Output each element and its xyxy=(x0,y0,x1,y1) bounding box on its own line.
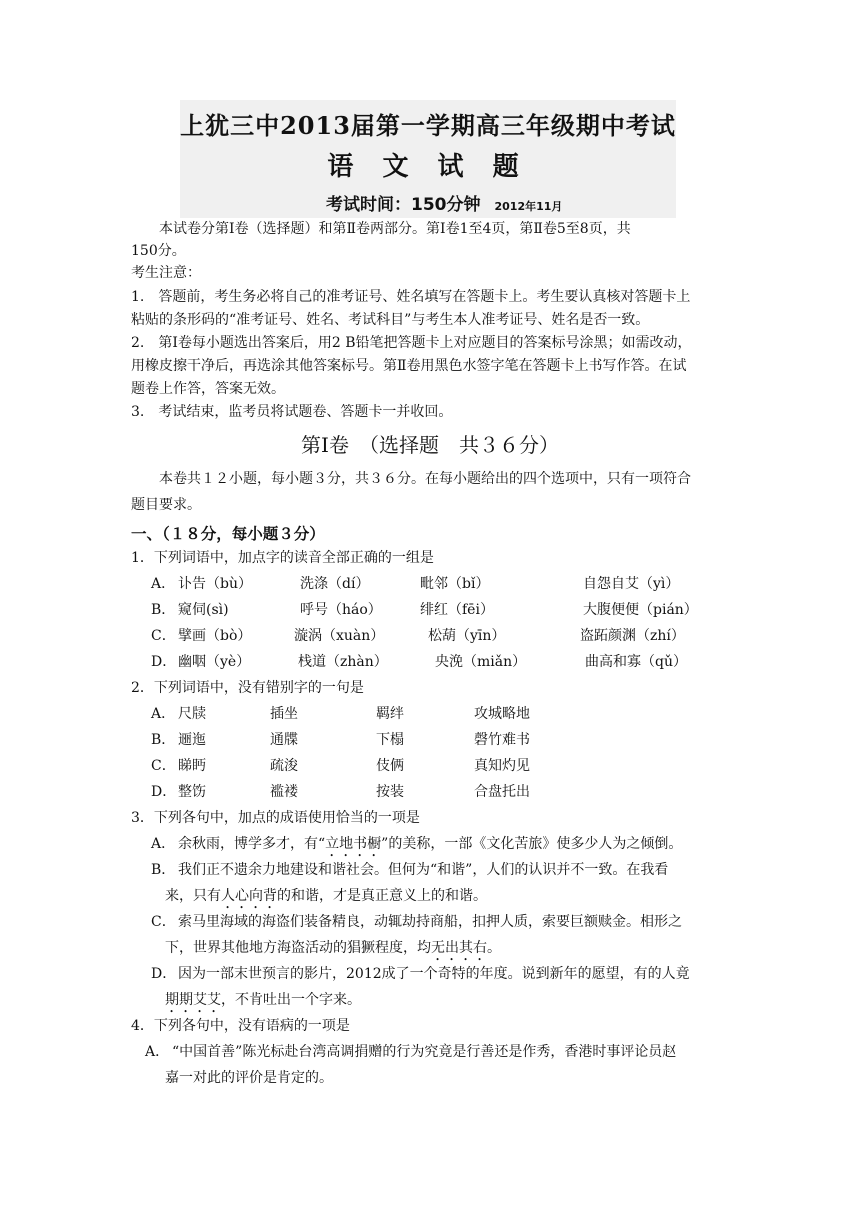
notice-title: 考生注意： xyxy=(131,265,201,281)
q1-c-3: 松葫（yīn） xyxy=(428,628,506,644)
part1-intro-1: 本卷共１２小题，每小题３分，共３６分。在每小题给出的四个选项中，只有一项符合 xyxy=(159,471,691,487)
q2-b-2: 通牒 xyxy=(270,732,298,748)
q1-label-c: C． xyxy=(151,628,176,644)
q2-b-4: 磬竹难书 xyxy=(474,732,530,748)
exam-subtitle: 语 文 试 题 xyxy=(327,152,529,182)
q2-label-d: D． xyxy=(151,784,177,800)
q4-option-a-line1: “中国首善”陈光标赴台湾高调捐赠的行为究竟是行善还是作秀，香港时事评论员赵 xyxy=(172,1044,677,1060)
dotted-idiom-d: 期期艾艾 xyxy=(165,992,221,1008)
q3-option-c-line2: 下，世界其他地方海盗活动的猖獗程度，均无出其右。 xyxy=(165,940,501,956)
q2-d-2: 褴褛 xyxy=(270,784,298,800)
q1-label-a: A． xyxy=(151,576,176,592)
q3-label-b: B． xyxy=(151,862,176,878)
q3-label-a: A． xyxy=(151,836,176,852)
section1-title: 一、（１８分，每小题３分） xyxy=(131,524,325,543)
q1-b-2: 呼号（háo） xyxy=(300,602,382,618)
q2-b-1: 逦迤 xyxy=(178,732,206,748)
notice-line-5: 题卷上作答，答案无效。 xyxy=(131,381,285,397)
exam-time-line xyxy=(326,190,562,215)
q4-label-a: A． xyxy=(145,1044,170,1060)
exam-time: 考试时间：150分钟 xyxy=(326,195,481,215)
q2-d-3: 按装 xyxy=(376,784,404,800)
q2-c-1: 睇眄 xyxy=(178,758,206,774)
q1-c-2: 漩涡（xuàn） xyxy=(294,628,385,644)
q2-c-3: 伎俩 xyxy=(376,758,404,774)
q1-b-3: 绯红（fēi） xyxy=(420,602,494,618)
notice-line-3: 2. 第Ⅰ卷每小题选出答案后，用2 B铅笔把答题卡上对应题目的答案标号涂黑；如需改动， xyxy=(131,335,692,351)
q2-label-a: A． xyxy=(151,706,176,722)
q3-option-c-line1: 索马里海域的海盗们装备精良，动辄劫持商船，扣押人质，索要巨额赎金。相形之 xyxy=(178,914,682,930)
q1-b-1: 窥伺(sì) xyxy=(178,602,229,618)
q2-a-3: 羁绊 xyxy=(376,706,404,722)
q3-option-b-line1: 我们正不遗余力地建设和谐社会。但何为“和谐”，人们的认识并不一致。在我看 xyxy=(178,862,669,878)
q2-label-b: B． xyxy=(151,732,176,748)
intro-line-1: 本试卷分第Ⅰ卷（选择题）和第Ⅱ卷两部分。第Ⅰ卷1至4页，第Ⅱ卷5至8页，共 xyxy=(159,221,631,237)
q1-b-4: 大腹便便（pián） xyxy=(583,602,698,618)
q2-d-1: 整饬 xyxy=(178,784,206,800)
dotted-idiom-b: 人心向背 xyxy=(221,888,277,904)
q2-a-1: 尺牍 xyxy=(178,706,206,722)
exam-date: 2012年11月 xyxy=(494,200,563,213)
q1-d-4: 曲高和寡（qǔ） xyxy=(585,654,687,670)
q3-option-d-line2: 期期艾艾，不肯吐出一个字来。 xyxy=(165,992,361,1008)
q3-option-a: 余秋雨，博学多才，有“立地书橱”的美称，一部《文化苦旅》使多少人为之倾倒。 xyxy=(178,836,683,852)
q1-c-1: 擘画（bò） xyxy=(178,628,252,644)
exam-title: 上犹三中2013届第一学期高三年级期中考试 xyxy=(180,111,676,140)
q1-a-2: 洗涤（dí） xyxy=(300,576,370,592)
notice-line-1: 1. 答题前，考生务必将自己的准考证号、姓名填写在答题卡上。考生要认真核对答题卡上 xyxy=(131,289,691,305)
dotted-idiom-a: 立地书橱 xyxy=(325,836,382,852)
notice-line-6: 3. 考试结束，监考员将试题卷、答题卡一并收回。 xyxy=(131,404,453,420)
q1-c-4: 盗跖颜渊（zhí） xyxy=(580,628,685,644)
q1-d-2: 栈道（zhàn） xyxy=(298,654,388,670)
part1-title: 第Ⅰ卷 （选择题 共３６分） xyxy=(301,433,559,457)
q1-label-b: B． xyxy=(151,602,176,618)
q1-label-d: D． xyxy=(151,654,177,670)
part1-intro-2: 题目要求。 xyxy=(131,497,201,513)
q1-stem: 1．下列词语中，加点字的读音全部正确的一组是 xyxy=(131,550,434,566)
q2-b-3: 下榻 xyxy=(376,732,404,748)
q4-option-a-line2: 嘉一对此的评价是肯定的。 xyxy=(165,1070,333,1086)
intro-line-2: 150分。 xyxy=(131,243,186,259)
dotted-idiom-c: 无出其右 xyxy=(431,940,487,956)
q2-label-c: C． xyxy=(151,758,176,774)
q2-stem: 2．下列词语中，没有错别字的一句是 xyxy=(131,680,364,696)
q2-d-4: 合盘托出 xyxy=(474,784,530,800)
q1-a-4: 自怨自艾（yì） xyxy=(583,576,680,592)
q2-a-4: 攻城略地 xyxy=(474,706,530,722)
q4-stem: 4．下列各句中，没有语病的一项是 xyxy=(131,1018,350,1034)
q1-a-3: 毗邻（bǐ） xyxy=(420,576,490,592)
q1-d-1: 幽咽（yè） xyxy=(178,654,251,670)
q2-c-2: 疏浚 xyxy=(270,758,298,774)
q2-c-4: 真知灼见 xyxy=(474,758,530,774)
q3-stem: 3．下列各句中，加点的成语使用恰当的一项是 xyxy=(131,810,420,826)
q2-a-2: 插坐 xyxy=(270,706,298,722)
notice-line-4: 用橡皮擦干净后，再选涂其他答案标号。第Ⅱ卷用黑色水签字笔在答题卡上书写作答。在试 xyxy=(131,358,687,374)
q3-option-d-line1: 因为一部末世预言的影片，2012成了一个奇特的年度。说到新年的愿望，有的人竟 xyxy=(178,966,690,982)
q3-label-c: C． xyxy=(151,914,176,930)
notice-line-2: 粘贴的条形码的“准考证号、姓名、考试科目”与考生本人准考证号、姓名是否一致。 xyxy=(131,312,650,328)
q3-label-d: D． xyxy=(151,966,177,982)
q1-a-1: 讣告（bù） xyxy=(178,576,252,592)
q3-option-b-line2: 来，只有人心向背的和谐，才是真正意义上的和谐。 xyxy=(165,888,487,904)
q1-d-3: 央浼（miǎn） xyxy=(435,654,527,670)
